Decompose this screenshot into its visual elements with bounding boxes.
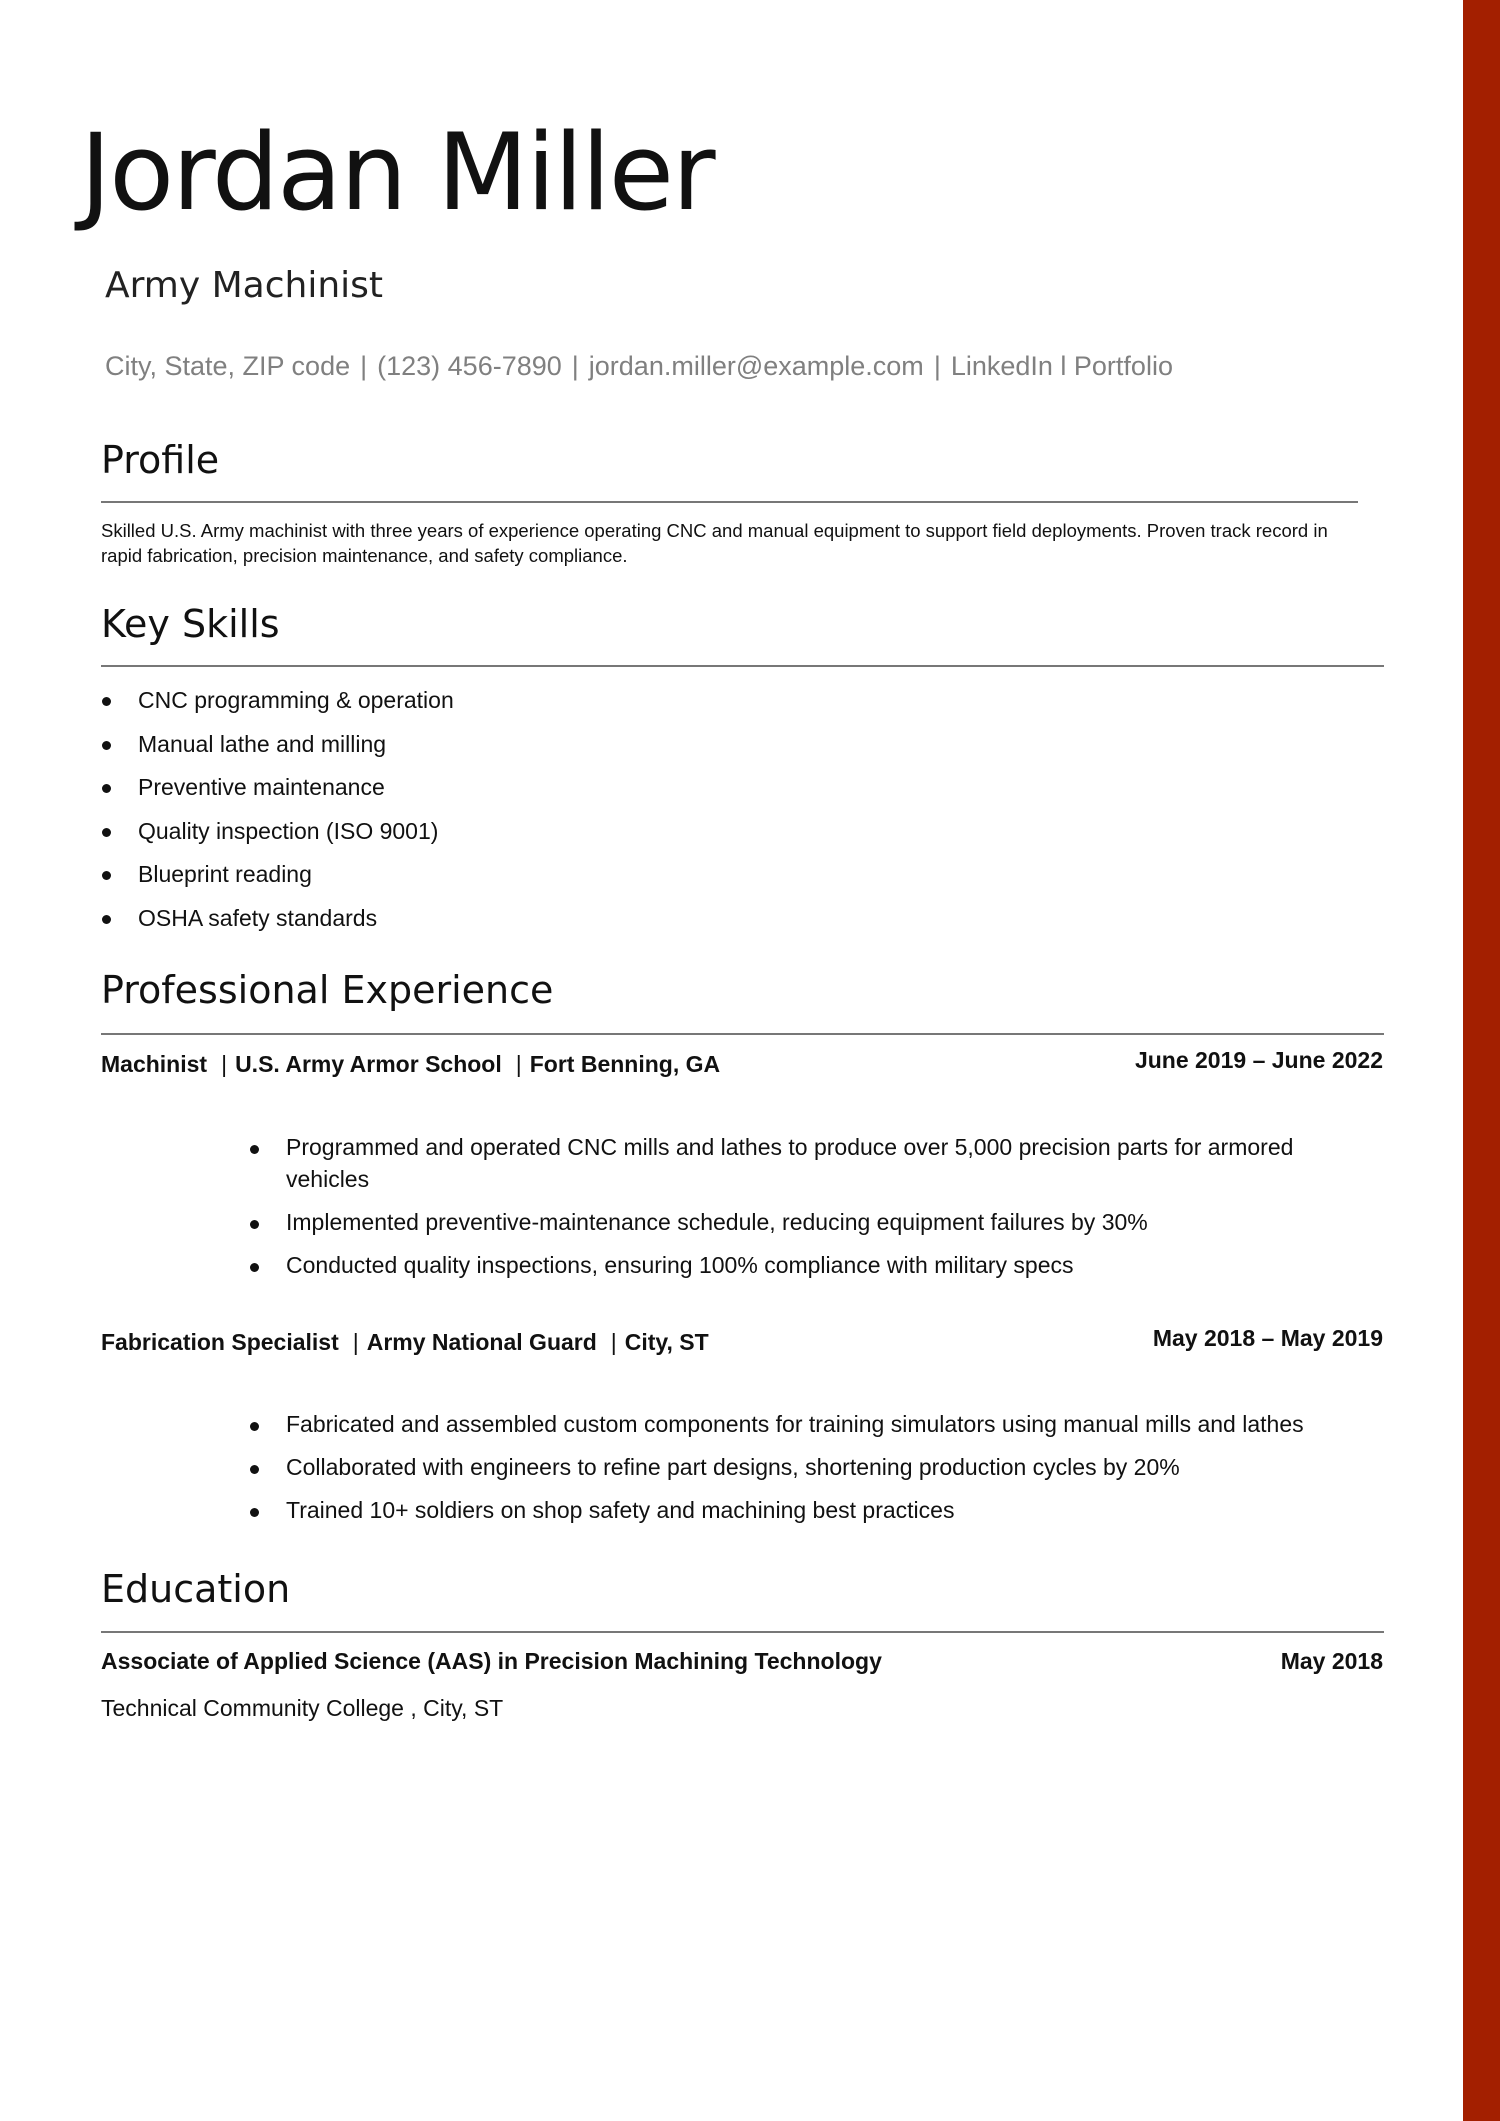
achievement-item: Implemented preventive-maintenance schedule, reducing equipment failures by 30%: [249, 1206, 1329, 1238]
job-location: Fort Benning, GA: [529, 1051, 721, 1077]
achievement-item: Trained 10+ soldiers on shop safety and machining best practices: [249, 1494, 1329, 1526]
candidate-title: Army Machinist: [105, 265, 384, 306]
skill-item: Manual lathe and milling: [101, 723, 454, 767]
achievement-item: Conducted quality inspections, ensuring 100% compliance with military specs: [249, 1249, 1329, 1281]
contact-separator: |: [360, 351, 368, 381]
education-divider: [101, 1631, 1384, 1633]
skill-item: OSHA safety standards: [101, 897, 454, 941]
accent-sidebar-bar: [1463, 0, 1500, 2121]
contact-phone: (123) 456-7890: [377, 351, 562, 381]
achievement-item: Programmed and operated CNC mills and lathes to produce over 5,000 precision parts for armored vehicles: [249, 1131, 1329, 1195]
job-dates: June 2019 – June 2022: [1134, 1047, 1383, 1073]
skill-item: Blueprint reading: [101, 853, 454, 897]
skill-item: CNC programming & operation: [101, 679, 454, 723]
contact-separator: |: [933, 351, 941, 381]
job-location: City, ST: [624, 1329, 709, 1355]
profile-heading: Profile: [101, 438, 220, 482]
job-role: Machinist: [101, 1051, 208, 1077]
profile-summary: Skilled U.S. Army machinist with three years of experience operating CNC and manual equipment to support field deployments. Proven track record in rapid fabrication, precision maintenance, and safety compliance.: [101, 520, 1328, 566]
job-role: Fabrication Specialist: [101, 1329, 339, 1355]
job-achievements-2: [249, 1408, 1329, 1537]
job-separator: |: [515, 1051, 522, 1077]
skill-item: Preventive maintenance: [101, 766, 454, 810]
skills-list: [101, 679, 454, 940]
candidate-name: Jordan Miller: [80, 111, 714, 234]
contact-email[interactable]: jordan.miller@example.com: [588, 351, 924, 381]
skill-item: Quality inspection (ISO 9001): [101, 810, 454, 854]
job-dates: May 2018 – May 2019: [1152, 1325, 1383, 1351]
job-header-2: [101, 1329, 709, 1357]
job-separator: |: [221, 1051, 228, 1077]
experience-heading: Professional Experience: [101, 968, 554, 1012]
experience-divider: [101, 1033, 1384, 1035]
skills-heading: Key Skills: [101, 602, 280, 646]
contact-separator: |: [571, 351, 579, 381]
profile-divider: [101, 501, 1358, 503]
education-school: Technical Community College , City, ST: [101, 1695, 504, 1721]
achievement-item: Collaborated with engineers to refine part designs, shortening production cycles by 20%: [249, 1451, 1329, 1483]
achievement-item: Fabricated and assembled custom components for training simulators using manual mills and lathes: [249, 1408, 1329, 1440]
job-achievements-1: [249, 1131, 1329, 1292]
skills-divider: [101, 665, 1384, 667]
job-header-1: [101, 1051, 720, 1079]
contact-line: [105, 350, 1173, 382]
education-degree: Associate of Applied Science (AAS) in Precision Machining Technology: [101, 1648, 882, 1674]
contact-links[interactable]: LinkedIn l Portfolio: [950, 351, 1173, 381]
job-separator: |: [352, 1329, 359, 1355]
job-organization: Army National Guard: [366, 1329, 597, 1355]
job-separator: |: [610, 1329, 617, 1355]
education-date: May 2018: [1280, 1648, 1383, 1674]
job-organization: U.S. Army Armor School: [235, 1051, 502, 1077]
contact-location: City, State, ZIP code: [105, 351, 351, 381]
education-heading: Education: [101, 1567, 291, 1611]
